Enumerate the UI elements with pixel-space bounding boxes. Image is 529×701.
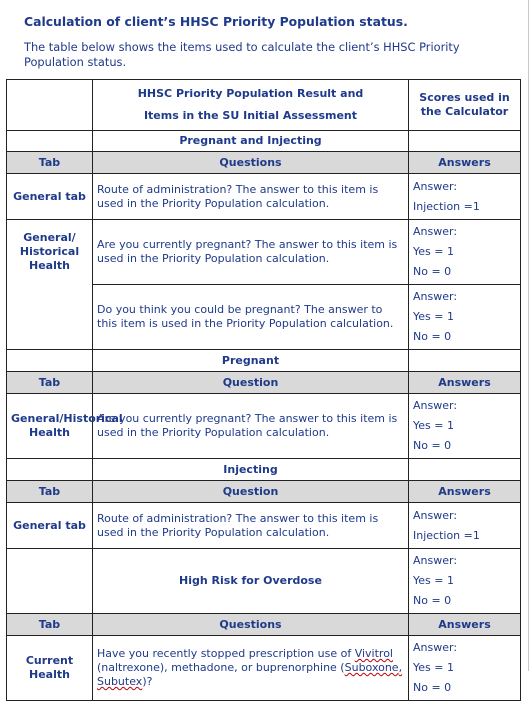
answer-line: No = 0 [413,681,452,694]
answer-cell [409,174,521,220]
answer-line: Answer: [413,641,458,654]
section-empty-cell [7,459,93,481]
col-tab-header: Tab [7,481,93,503]
question-text-drug: Suboxone [344,661,399,674]
question-cell: Are you currently pregnant? The answer to this item is used in the Priority Population calculation. [93,220,409,285]
tab-cell: General tab [7,174,93,220]
tab-cell: Current Health [7,636,93,701]
table-row [7,220,521,285]
answer-line: No = 0 [413,594,452,607]
answer-line: No = 0 [413,439,452,452]
answer-line: Answer: [413,508,458,522]
section-empty-cell [7,350,93,372]
table-row [7,636,521,701]
tab-cell [7,285,93,350]
answer-line: Injection =1 [413,199,480,213]
table-row [7,503,521,549]
answer-line: Yes = 1 [413,245,454,258]
col-tab-header: Tab [7,152,93,174]
answer-cell [409,220,521,285]
section-empty-cell [7,549,93,614]
answer-cell [409,285,521,350]
table-row [7,285,521,350]
tab-cell: General/Historical Health [7,394,93,459]
column-header-row [7,152,521,174]
answer-line: No = 0 [413,330,452,343]
table-row [7,394,521,459]
question-text-drug: Vivitrol [354,647,393,660]
question-cell: Route of administration? The answer to this item is used in the Priority Population calculation. [93,174,409,220]
answer-line: Answer: [413,399,458,412]
header-empty-cell [7,80,93,131]
answer-line: Injection =1 [413,528,480,542]
answer-line: Answer: [413,290,458,303]
answer-cell [409,636,521,701]
question-text: Have you recently stopped prescription use of [97,647,355,660]
section-empty-cell [409,459,521,481]
section-empty-cell [7,131,93,152]
priority-population-table [6,79,521,701]
section-title: Pregnant and Injecting [93,131,409,152]
answer-line: Yes = 1 [413,419,454,432]
question-text: (naltrexone), methadone, or buprenorphine ( [97,661,345,674]
column-header-row [7,372,521,394]
question-text: )? [142,675,153,688]
col-tab-header: Tab [7,614,93,636]
answer-line: Answer: [413,179,458,193]
answer-line: Answer: [413,554,458,567]
table-row [7,174,521,220]
tab-cell: General/ Historical Health [7,220,93,285]
page-title: Calculation of client’s HHSC Priority Population status. [24,14,408,29]
col-answers-header: Answers [409,372,521,394]
section-title: High Risk for Overdose [93,549,409,614]
section-empty-cell [409,131,521,152]
tab-cell: General tab [7,503,93,549]
question-cell: Are you currently pregnant? The answer to this item is used in the Priority Population calculation. [93,394,409,459]
answer-line: Answer: [413,225,458,238]
intro-text: The table below shows the items used to calculate the client’s HHSC Priority Population status. [24,40,460,69]
section-title: Injecting [93,459,409,481]
question-cell: Route of administration? The answer to this item is used in the Priority Population calculation. [93,503,409,549]
col-answers-header: Answers [409,481,521,503]
question-text: , [398,661,403,674]
header-line-1: HHSC Priority Population Result and [137,87,364,100]
column-header-row [7,614,521,636]
section-title-row [7,350,521,372]
header-line-2: Items in the SU Initial Assessment [143,109,358,122]
col-tab-header: Tab [7,372,93,394]
section-title-row [7,459,521,481]
column-header-row [7,481,521,503]
answer-line: No = 0 [413,265,452,278]
header-scores-cell: Scores used in the Calculator [409,80,521,131]
col-answers-header: Answers [409,614,521,636]
answer-line: Yes = 1 [413,661,454,674]
answer-cell [409,549,521,614]
col-questions-header: Questions [93,614,409,636]
answer-cell [409,394,521,459]
section-title: Pregnant [93,350,409,372]
col-question-header: Question [93,372,409,394]
table-header-row [7,80,521,131]
header-result-cell [93,80,409,131]
question-cell [93,636,409,701]
question-cell: Do you think you could be pregnant? The answer to this item is used in the Priority Population calculation. [93,285,409,350]
answer-line: Yes = 1 [413,574,454,587]
col-questions-header: Questions [93,152,409,174]
section-title-row [7,549,521,614]
section-empty-cell [409,350,521,372]
col-answers-header: Answers [409,152,521,174]
answer-line: Yes = 1 [413,310,454,323]
col-question-header: Question [93,481,409,503]
question-text-drug: Subutex [97,675,143,688]
section-title-row [7,131,521,152]
answer-cell [409,503,521,549]
